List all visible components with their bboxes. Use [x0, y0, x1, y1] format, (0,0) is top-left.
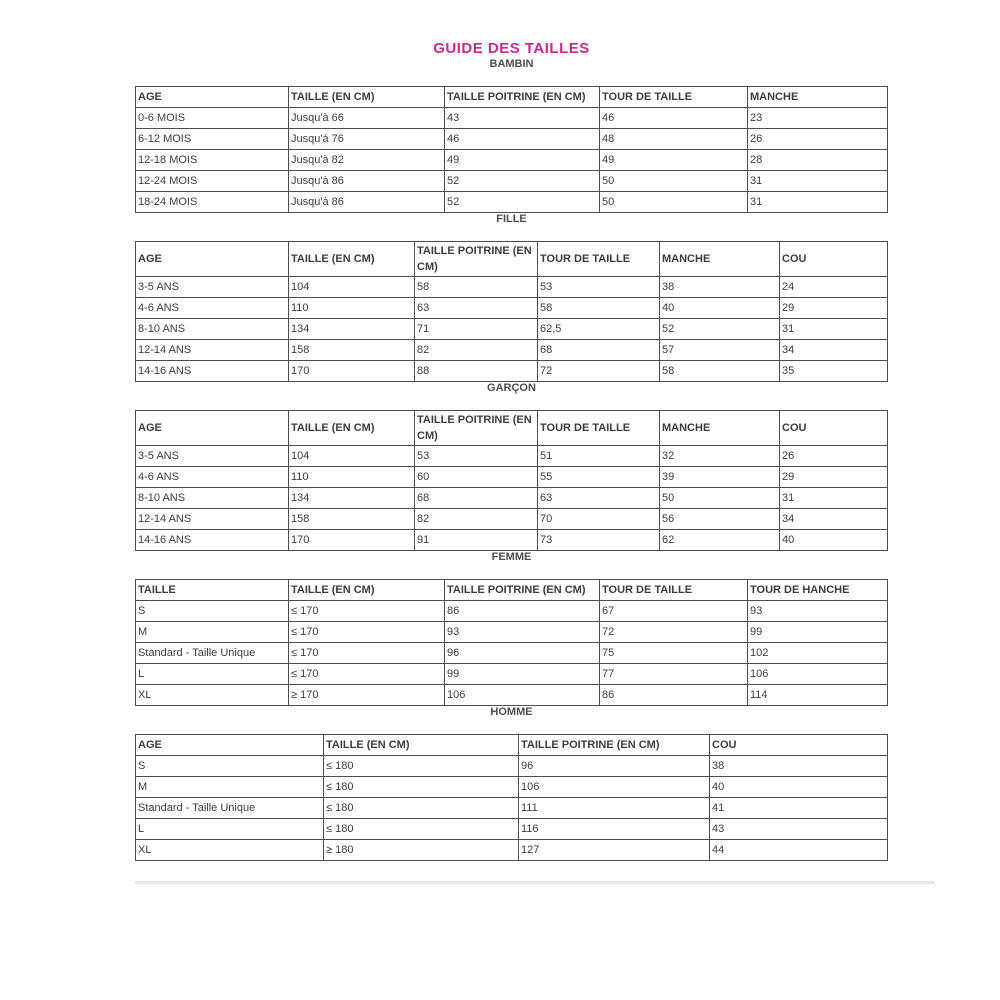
section-heading-homme: HOMME [490, 706, 533, 718]
section-femme [135, 551, 888, 706]
cell: 46 [600, 108, 748, 129]
cell: 46 [445, 129, 600, 150]
cell: XL [136, 685, 289, 706]
column-header: AGE [136, 411, 289, 446]
cell: Standard - Taille Unique [136, 798, 324, 819]
column-header: TAILLE (EN CM) [289, 87, 445, 108]
cell: 31 [748, 171, 888, 192]
cell: 93 [748, 601, 888, 622]
cell: 134 [289, 488, 415, 509]
cell: 29 [780, 298, 888, 319]
column-header: COU [710, 735, 888, 756]
header-row [136, 87, 888, 108]
cell: 12-14 ANS [136, 340, 289, 361]
cell: 134 [289, 319, 415, 340]
table-row [136, 664, 888, 685]
cell: 116 [519, 819, 710, 840]
cell: ≤ 180 [324, 798, 519, 819]
cell: 12-18 MOIS [136, 150, 289, 171]
cell: ≥ 180 [324, 840, 519, 861]
column-header: TAILLE POITRINE (EN CM) [445, 580, 600, 601]
table-row [136, 467, 888, 488]
cell: 50 [600, 171, 748, 192]
cell: 34 [780, 340, 888, 361]
header-row [136, 242, 888, 277]
cell: 31 [780, 488, 888, 509]
cell: 111 [519, 798, 710, 819]
cell: ≤ 180 [324, 819, 519, 840]
cell: 91 [415, 530, 538, 551]
table-row [136, 361, 888, 382]
cell: 96 [519, 756, 710, 777]
cell: 73 [538, 530, 660, 551]
table-row [136, 277, 888, 298]
cell: 38 [710, 756, 888, 777]
section-fille [135, 213, 888, 382]
cell: 52 [660, 319, 780, 340]
cell: 39 [660, 467, 780, 488]
cell: 18-24 MOIS [136, 192, 289, 213]
cell: Jusqu'à 76 [289, 129, 445, 150]
cell: M [136, 622, 289, 643]
cell: 43 [710, 819, 888, 840]
cell: 53 [538, 277, 660, 298]
cell: 50 [600, 192, 748, 213]
column-header: AGE [136, 735, 324, 756]
cell: ≤ 180 [324, 756, 519, 777]
column-header: TAILLE (EN CM) [289, 580, 445, 601]
cell: 12-14 ANS [136, 509, 289, 530]
cell: 71 [415, 319, 538, 340]
section-heading-garcon: GARÇON [487, 382, 536, 394]
cell: 3-5 ANS [136, 277, 289, 298]
column-header: TOUR DE TAILLE [538, 411, 660, 446]
column-header: TAILLE (EN CM) [289, 242, 415, 277]
cell: XL [136, 840, 324, 861]
table-row [136, 756, 888, 777]
cell: Standard - Taille Unique [136, 643, 289, 664]
cell: 114 [748, 685, 888, 706]
column-header: TAILLE POITRINE (EN CM) [415, 242, 538, 277]
cell: 86 [445, 601, 600, 622]
cell: 82 [415, 340, 538, 361]
table-row [136, 171, 888, 192]
cell: 72 [538, 361, 660, 382]
cell: 58 [415, 277, 538, 298]
cell: 41 [710, 798, 888, 819]
cell: 88 [415, 361, 538, 382]
cell: S [136, 601, 289, 622]
table-row [136, 840, 888, 861]
table-row [136, 319, 888, 340]
cell: 82 [415, 509, 538, 530]
cell: 14-16 ANS [136, 361, 289, 382]
page-title: GUIDE DES TAILLES [433, 40, 590, 57]
table-row [136, 446, 888, 467]
cell: 49 [600, 150, 748, 171]
cell: ≤ 170 [289, 664, 445, 685]
cell: ≤ 170 [289, 601, 445, 622]
cell: 58 [538, 298, 660, 319]
column-header: TAILLE POITRINE (EN CM) [445, 87, 600, 108]
table-row [136, 819, 888, 840]
cell: 158 [289, 509, 415, 530]
cell: 170 [289, 361, 415, 382]
cell: 52 [445, 171, 600, 192]
column-header: MANCHE [748, 87, 888, 108]
column-header: TOUR DE TAILLE [538, 242, 660, 277]
cell: 6-12 MOIS [136, 129, 289, 150]
cell: L [136, 819, 324, 840]
column-header: TOUR DE TAILLE [600, 87, 748, 108]
cell: 29 [780, 467, 888, 488]
size-table-bambin [135, 86, 888, 213]
table-row [136, 108, 888, 129]
cell: 127 [519, 840, 710, 861]
cell: Jusqu'à 66 [289, 108, 445, 129]
cell: 52 [445, 192, 600, 213]
cell: 102 [748, 643, 888, 664]
cell: 63 [415, 298, 538, 319]
table-row [136, 777, 888, 798]
cell: 12-24 MOIS [136, 171, 289, 192]
section-garcon [135, 382, 888, 551]
section-heading-fille: FILLE [496, 213, 527, 225]
column-header: COU [780, 411, 888, 446]
cell: 14-16 ANS [136, 530, 289, 551]
cell: 55 [538, 467, 660, 488]
cell: 68 [538, 340, 660, 361]
cell: Jusqu'à 82 [289, 150, 445, 171]
cell: 35 [780, 361, 888, 382]
cell: 8-10 ANS [136, 488, 289, 509]
size-table-fille [135, 241, 888, 382]
cell: 3-5 ANS [136, 446, 289, 467]
cell: 53 [415, 446, 538, 467]
cell: 158 [289, 340, 415, 361]
cell: L [136, 664, 289, 685]
column-header: COU [780, 242, 888, 277]
table-row [136, 601, 888, 622]
cell: 43 [445, 108, 600, 129]
cell: 106 [748, 664, 888, 685]
table-row [136, 298, 888, 319]
column-header: TOUR DE HANCHE [748, 580, 888, 601]
size-guide-content [135, 0, 888, 861]
column-header: TAILLE POITRINE (EN CM) [519, 735, 710, 756]
table-row [136, 150, 888, 171]
table-row [136, 622, 888, 643]
cell: 63 [538, 488, 660, 509]
cell: Jusqu'à 86 [289, 192, 445, 213]
cell: S [136, 756, 324, 777]
column-header: MANCHE [660, 242, 780, 277]
cell: 31 [780, 319, 888, 340]
table-row [136, 192, 888, 213]
cell: 77 [600, 664, 748, 685]
cell: 58 [660, 361, 780, 382]
column-header: TOUR DE TAILLE [600, 580, 748, 601]
cell: 31 [748, 192, 888, 213]
cell: ≤ 180 [324, 777, 519, 798]
cell: 28 [748, 150, 888, 171]
column-header: AGE [136, 87, 289, 108]
cell: 106 [519, 777, 710, 798]
cell: 106 [445, 685, 600, 706]
header-row [136, 735, 888, 756]
column-header: TAILLE (EN CM) [289, 411, 415, 446]
header-row [136, 411, 888, 446]
column-header: MANCHE [660, 411, 780, 446]
table-row [136, 643, 888, 664]
section-heading-bambin: BAMBIN [489, 58, 534, 70]
cell: 110 [289, 467, 415, 488]
cell: 170 [289, 530, 415, 551]
column-header: TAILLE [136, 580, 289, 601]
column-header: AGE [136, 242, 289, 277]
cell: 26 [748, 129, 888, 150]
cell: 26 [780, 446, 888, 467]
cell: 62,5 [538, 319, 660, 340]
cell: 62 [660, 530, 780, 551]
section-homme [135, 706, 888, 861]
cell: 40 [780, 530, 888, 551]
cell: 70 [538, 509, 660, 530]
column-header: TAILLE POITRINE (EN CM) [415, 411, 538, 446]
bottom-divider [135, 881, 935, 884]
cell: 51 [538, 446, 660, 467]
cell: 49 [445, 150, 600, 171]
table-row [136, 129, 888, 150]
cell: 44 [710, 840, 888, 861]
cell: 48 [600, 129, 748, 150]
cell: 67 [600, 601, 748, 622]
cell: 86 [600, 685, 748, 706]
table-row [136, 685, 888, 706]
cell: 99 [748, 622, 888, 643]
cell: ≥ 170 [289, 685, 445, 706]
cell: 57 [660, 340, 780, 361]
size-table-femme [135, 579, 888, 706]
table-row [136, 798, 888, 819]
cell: M [136, 777, 324, 798]
cell: ≤ 170 [289, 622, 445, 643]
cell: 99 [445, 664, 600, 685]
header-row [136, 580, 888, 601]
cell: 96 [445, 643, 600, 664]
cell: 34 [780, 509, 888, 530]
cell: 8-10 ANS [136, 319, 289, 340]
cell: 24 [780, 277, 888, 298]
cell: 40 [710, 777, 888, 798]
column-header: TAILLE (EN CM) [324, 735, 519, 756]
cell: 4-6 ANS [136, 298, 289, 319]
cell: 60 [415, 467, 538, 488]
cell: 72 [600, 622, 748, 643]
size-table-homme [135, 734, 888, 861]
table-row [136, 509, 888, 530]
table-row [136, 530, 888, 551]
cell: Jusqu'à 86 [289, 171, 445, 192]
section-bambin [135, 58, 888, 213]
size-table-garcon [135, 410, 888, 551]
section-heading-femme: FEMME [491, 551, 532, 563]
cell: 38 [660, 277, 780, 298]
cell: 23 [748, 108, 888, 129]
table-row [136, 340, 888, 361]
cell: 104 [289, 446, 415, 467]
cell: 110 [289, 298, 415, 319]
cell: 93 [445, 622, 600, 643]
cell: 0-6 MOIS [136, 108, 289, 129]
cell: 40 [660, 298, 780, 319]
cell: ≤ 170 [289, 643, 445, 664]
cell: 32 [660, 446, 780, 467]
cell: 4-6 ANS [136, 467, 289, 488]
table-row [136, 488, 888, 509]
cell: 104 [289, 277, 415, 298]
cell: 50 [660, 488, 780, 509]
cell: 68 [415, 488, 538, 509]
cell: 75 [600, 643, 748, 664]
cell: 56 [660, 509, 780, 530]
